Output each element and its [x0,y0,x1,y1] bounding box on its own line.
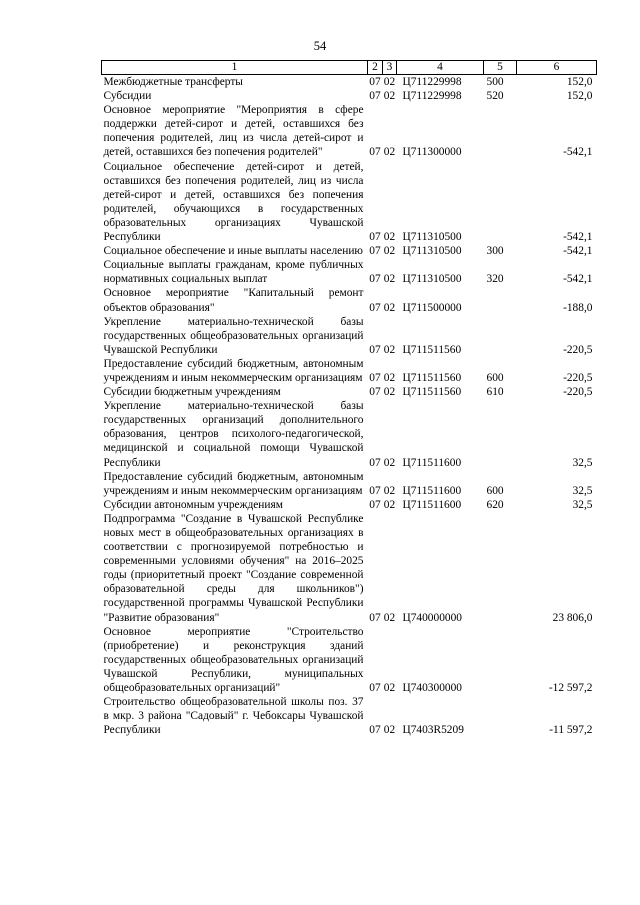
row-name: Межбюджетные трансферты [103,76,243,88]
header-cell-subsection: 3 [383,61,397,75]
row-vr [484,512,517,625]
row-name: Строительство общеобразовательной школы поз. 37 в мкр. 3 района "Садовый" г. Чебоксары Чувашской Республики [103,696,364,737]
row-section: 07 [369,682,381,695]
header-cell-csr: 4 [397,61,484,75]
table-row [102,89,597,103]
row-amount: 32,5 [572,498,593,511]
row-name: Социальные выплаты гражданам, кроме публичных нормативных социальных выплат [103,259,364,286]
row-subsection: 02 [383,724,396,737]
row-csr: Ц711511560 [402,386,462,399]
table-row [102,512,597,625]
row-section: 07 [369,456,381,469]
row-subsection: 02 [383,231,396,244]
row-subsection: 02 [383,682,396,695]
row-section: 07 [369,611,381,624]
row-vr: 520 [486,90,504,103]
row-vr [484,399,517,469]
row-section: 07 [369,76,381,88]
row-subsection: 02 [383,273,396,286]
row-amount: -220,5 [563,343,593,356]
row-csr: Ц711511600 [402,484,462,497]
row-vr: 620 [486,498,504,511]
header-cell-section: 2 [368,61,383,75]
row-name: Предоставление субсидий бюджетным, автономным учреждениям и иным некоммерческим организациям [103,357,364,384]
table-row [102,75,597,90]
row-section: 07 [369,371,381,384]
row-csr: Ц711511560 [402,371,462,384]
page-number: 54 [313,39,327,53]
row-name: Социальное обеспечение детей-сирот и детей, оставшихся без попечения родителей, лиц из числа детей-сирот и детей, оставшихся без попечения родителей, обучающихся в государственных образовательных организациях Чувашской Республики [103,160,364,244]
row-vr [484,625,517,695]
row-subsection: 02 [383,611,396,624]
row-vr [484,286,517,314]
row-name: Основное мероприятие "Капитальный ремонт объектов образования" [103,287,364,314]
header-cell-vr: 5 [484,61,517,75]
row-name: Основное мероприятие "Строительство (приобретение) и реконструкция зданий государственных общеобразовательных организаций Чувашской Республики, муниципальных общеобразовательных организаций" [103,625,364,695]
table-row [102,385,597,399]
table-row [102,103,597,159]
row-vr [484,315,517,357]
row-subsection: 02 [383,76,396,88]
row-csr: Ц711511600 [402,456,462,469]
row-csr: Ц711511560 [402,343,462,356]
row-section: 07 [369,498,381,511]
row-section: 07 [369,245,381,258]
table-row [102,286,597,314]
row-name: Подпрограмма "Создание в Чувашской Республике новых мест в общеобразовательных организациях в соответствии с прогнозируемой потребностью и современными условиями обучения" на 2016–2025 годы (приоритетный проект "Создание современной образовательной среды для школьников") государственной программы Чувашской Республики "Развитие образования" [103,512,364,624]
row-name: Предоставление субсидий бюджетным, автономным учреждениям и иным некоммерческим организациям [103,470,364,497]
row-subsection: 02 [383,456,396,469]
row-amount: -542,1 [563,231,593,244]
row-section: 07 [369,231,381,244]
row-subsection: 02 [383,146,396,159]
table-row [102,258,597,286]
row-section: 07 [369,146,381,159]
row-name: Субсидии автономным учреждениям [103,498,283,511]
row-subsection: 02 [383,90,396,103]
row-amount: -542,1 [563,273,593,286]
table-header [102,61,597,75]
row-subsection: 02 [383,245,396,258]
row-section: 07 [369,343,381,356]
row-vr: 300 [486,245,504,258]
row-section: 07 [369,724,381,737]
row-csr: Ц711511600 [402,498,462,511]
table-row [102,160,597,245]
row-amount: 152,0 [566,90,593,103]
row-section: 07 [369,386,381,399]
row-vr: 320 [486,273,504,286]
row-section: 07 [369,484,381,497]
row-csr: Ц711310500 [402,231,462,244]
row-subsection: 02 [383,371,396,384]
row-csr: Ц7403R5209 [402,724,464,737]
row-subsection: 02 [383,484,396,497]
row-csr: Ц711500000 [402,301,462,314]
row-vr [484,160,517,245]
row-name: Укрепление материально-технической базы государственных организаций дополнительного образования, центров психолого-педагогической, медицинской и социальной помощи Чувашской Республики [103,400,364,469]
row-name: Субсидии [103,90,152,103]
table-row [102,357,597,385]
row-vr: 500 [486,76,504,88]
row-csr: Ц711310500 [402,245,462,258]
row-amount: -188,0 [563,301,593,314]
row-name: Основное мероприятие "Мероприятия в сфере поддержки детей-сирот и детей, оставшихся без попечения родителей, лиц из числа детей-сирот и детей, оставшихся без попечения родителей" [103,104,364,159]
header-cell-amount: 6 [517,61,597,75]
row-vr: 600 [486,484,504,497]
row-name: Социальное обеспечение и иные выплаты населению [103,245,363,258]
row-amount: -542,1 [563,245,593,258]
row-amount: 152,0 [566,76,593,88]
row-section: 07 [369,90,381,103]
row-name: Укрепление материально-технической базы государственных общеобразовательных организаций Чувашской Республики [103,315,364,356]
row-vr: 600 [486,371,504,384]
table-row [102,498,597,512]
row-subsection: 02 [383,498,396,511]
row-vr [484,695,517,737]
row-vr: 610 [486,386,504,399]
table-row [102,470,597,498]
row-subsection: 02 [383,343,396,356]
header-cell-name: 1 [102,61,368,75]
table-row [102,399,597,469]
row-section: 07 [369,301,381,314]
row-csr: Ц740000000 [402,611,462,624]
row-amount: -220,5 [563,371,593,384]
table-row [102,315,597,357]
row-csr: Ц711300000 [402,146,462,159]
row-amount: -11 597,2 [549,724,593,737]
table-body [102,75,597,738]
budget-table [101,60,597,737]
row-csr: Ц711229998 [402,90,462,103]
row-csr: Ц740300000 [402,682,462,695]
row-csr: Ц711310500 [402,273,462,286]
row-amount: 32,5 [572,484,593,497]
row-subsection: 02 [383,301,396,314]
row-vr [484,103,517,159]
table-row [102,244,597,258]
table-row [102,695,597,737]
table-row [102,625,597,695]
row-subsection: 02 [383,386,396,399]
row-name: Субсидии бюджетным учреждениям [103,386,281,399]
row-amount: -12 597,2 [548,682,593,695]
row-section: 07 [369,273,381,286]
row-amount: -220,5 [563,386,593,399]
row-amount: 23 806,0 [552,611,593,624]
row-amount: -542,1 [563,146,593,159]
row-amount: 32,5 [572,456,593,469]
row-csr: Ц711229998 [402,76,462,88]
